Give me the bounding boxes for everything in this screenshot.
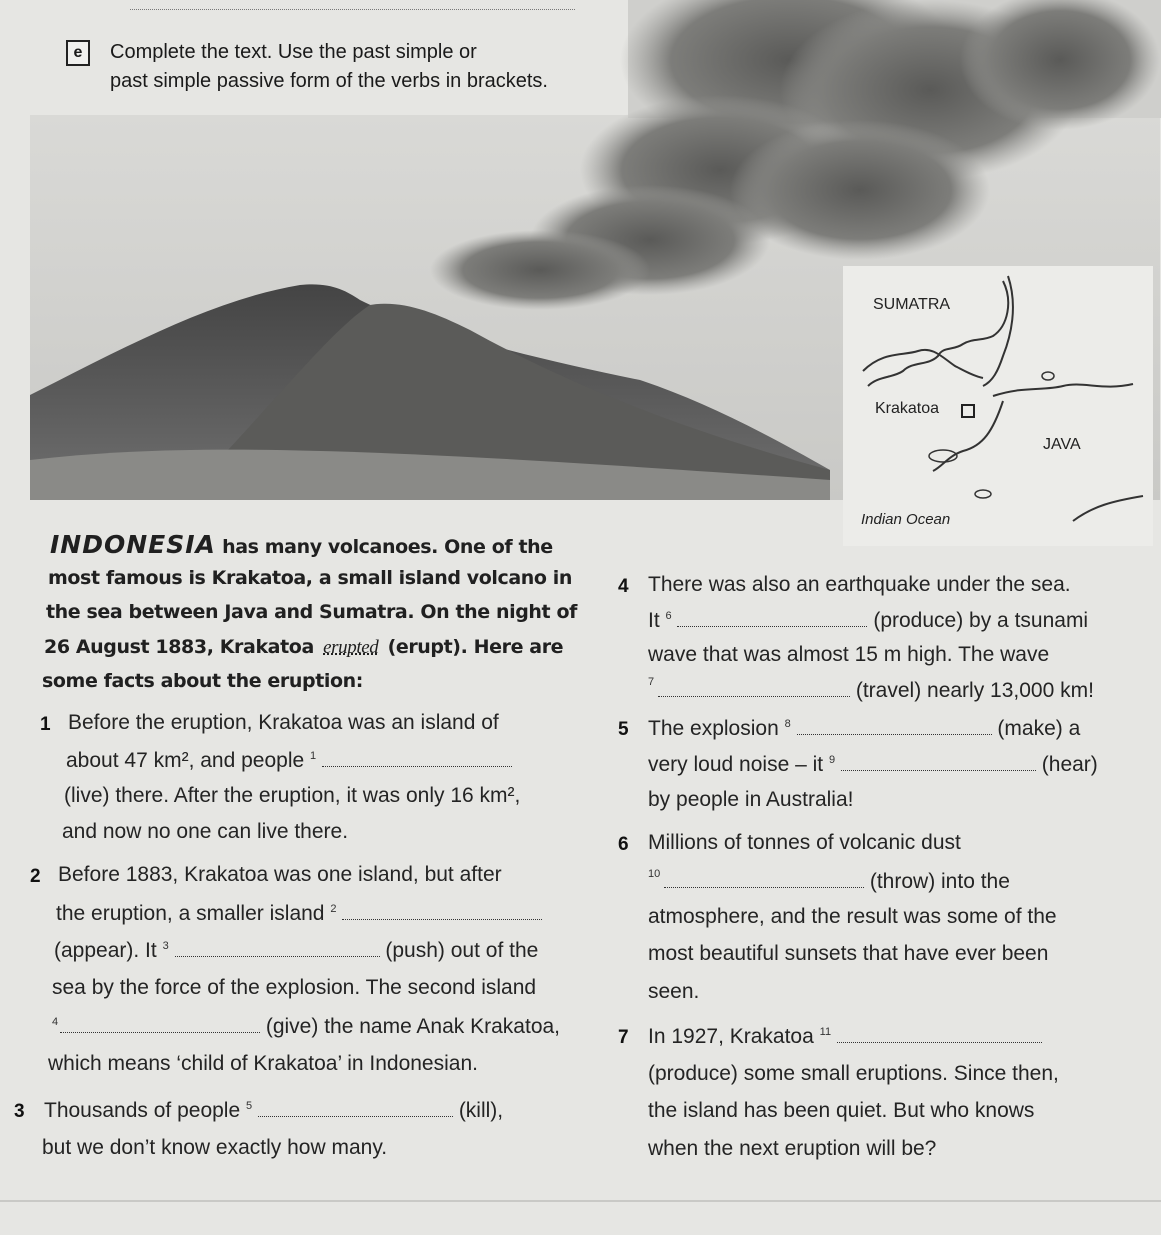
fact-6-line-1: Millions of tonnes of volcanic dust <box>648 831 961 854</box>
gap-number-4: 4 <box>52 1016 59 1028</box>
exercise-label: e <box>66 40 90 66</box>
fact-4-line-1: There was also an earthquake under the sea. <box>648 573 1071 596</box>
answer-blank-5[interactable] <box>258 1098 453 1117</box>
answer-blank-7[interactable] <box>658 678 850 697</box>
instruction-line-1: Complete the text. Use the past simple or <box>110 41 477 63</box>
intro-line-4 <box>44 636 563 659</box>
fact-2-line-4: sea by the force of the explosion. The second island <box>52 976 537 999</box>
instruction-line-2: past simple passive form of the verbs in brackets. <box>110 70 548 92</box>
example-answer: erupted <box>323 637 379 658</box>
country-heading: INDONESIA <box>50 530 216 559</box>
fact-1-line-3: (live) there. After the eruption, it was only 16 km², <box>64 784 521 807</box>
answer-blank-3[interactable] <box>175 938 380 957</box>
gap-number-8: 8 <box>784 718 791 730</box>
intro-text-1: has many volcanoes. One of the <box>222 536 553 558</box>
fact-4-text-2a: It <box>648 609 660 632</box>
fact-6-line-2 <box>664 869 1010 894</box>
fact-5-text-2a: very loud noise – it <box>648 753 824 776</box>
gap-number-7: 7 <box>648 676 655 688</box>
answer-blank-1[interactable] <box>322 748 512 767</box>
fact-1-number: 1 <box>40 714 51 735</box>
fact-1-line-2 <box>66 748 512 773</box>
fact-7-text-1: In 1927, Krakatoa <box>648 1025 814 1048</box>
fact-5-line-1 <box>648 716 1080 741</box>
answer-blank-9[interactable] <box>841 752 1036 771</box>
gap-number-5: 5 <box>246 1100 253 1112</box>
fact-7-number: 7 <box>618 1027 629 1048</box>
fact-6-number: 6 <box>618 834 629 855</box>
answer-blank-6[interactable] <box>677 608 867 627</box>
intro-text-4a: 26 August 1883, Krakatoa <box>44 636 314 658</box>
fact-3-text-1b: (kill), <box>458 1099 504 1122</box>
gap-number-1: 1 <box>310 750 317 762</box>
gap-number-3: 3 <box>162 940 169 952</box>
fact-6-text-2: (throw) into the <box>869 870 1010 893</box>
map-label-java: JAVA <box>1043 436 1081 453</box>
gap-number-6: 6 <box>665 610 672 622</box>
fact-5-line-2 <box>648 752 1098 777</box>
fact-2-text-3a: (appear). It <box>54 939 157 962</box>
fact-2-line-6: which means ‘child of Krakatoa’ in Indonesian. <box>48 1052 478 1075</box>
answer-blank-2[interactable] <box>342 901 542 920</box>
fact-2-text-5: (give) the name Anak Krakatoa, <box>265 1015 561 1038</box>
fact-2-line-2 <box>56 901 542 926</box>
fact-6-line-3: atmosphere, and the result was some of the <box>648 905 1057 928</box>
fact-5-text-2b: (hear) <box>1041 753 1098 776</box>
fact-1-line-1: Before the eruption, Krakatoa was an island of <box>68 711 499 734</box>
gap-number-11: 11 <box>819 1026 832 1038</box>
krakatoa-marker-icon <box>961 404 975 418</box>
fact-4-text-2b: (produce) by a tsunami <box>873 609 1089 632</box>
fact-4-line-3: wave that was almost 15 m high. The wave <box>648 643 1050 666</box>
fact-3-text-1a: Thousands of people <box>44 1099 241 1122</box>
fact-5-text-1a: The explosion <box>648 717 779 740</box>
page-bottom-rule <box>0 1200 1161 1202</box>
fact-7-line-3: the island has been quiet. But who knows <box>648 1099 1035 1122</box>
intro-line-3: the sea between Java and Sumatra. On the night of <box>46 601 577 623</box>
fact-4-line-2 <box>648 608 1088 633</box>
fact-2-line-1: Before 1883, Krakatoa was one island, but after <box>58 863 502 886</box>
fact-4-line-4 <box>658 678 1094 703</box>
fact-5-text-1b: (make) a <box>997 717 1081 740</box>
intro-text-4b: (erupt). Here are <box>387 636 564 658</box>
fact-6-line-5: seen. <box>648 980 700 1003</box>
instruction-text <box>110 38 630 96</box>
fact-7-line-2: (produce) some small eruptions. Since then, <box>648 1062 1059 1085</box>
fact-3-line-2: but we don’t know exactly how many. <box>42 1136 388 1159</box>
intro-line-2: most famous is Krakatoa, a small island volcano in <box>48 567 573 589</box>
fact-7-line-4: when the next eruption will be? <box>648 1137 937 1160</box>
fact-7-line-1 <box>648 1024 1042 1049</box>
gap-number-10: 10 <box>648 868 661 880</box>
fact-1-text: about 47 km², and people <box>66 749 305 772</box>
intro-line-5: some facts about the eruption: <box>42 670 363 692</box>
gap-number-9: 9 <box>828 754 836 766</box>
fact-4-number: 4 <box>618 576 629 597</box>
fact-6-line-4: most beautiful sunsets that have ever been <box>648 942 1049 965</box>
fact-5-number: 5 <box>618 719 629 740</box>
fact-3-number: 3 <box>14 1101 25 1122</box>
fact-1-line-4: and now no one can live there. <box>62 820 349 843</box>
answer-blank-10[interactable] <box>664 869 864 888</box>
map-label-krakatoa: Krakatoa <box>875 400 940 417</box>
fact-2-line-5 <box>60 1014 560 1039</box>
inset-map <box>843 266 1153 546</box>
answer-blank-4[interactable] <box>60 1014 260 1033</box>
fact-3-line-1 <box>44 1098 503 1123</box>
map-label-sumatra: SUMATRA <box>873 296 951 313</box>
fact-2-line-3 <box>54 938 538 963</box>
answer-blank-8[interactable] <box>797 716 992 735</box>
fact-4-text-4: (travel) nearly 13,000 km! <box>855 679 1094 702</box>
map-label-indian-ocean: Indian Ocean <box>861 511 951 528</box>
answer-blank-11[interactable] <box>837 1024 1042 1043</box>
fact-5-line-3: by people in Australia! <box>648 788 854 811</box>
fact-2-text-2: the eruption, a smaller island <box>56 902 325 925</box>
fact-2-number: 2 <box>30 866 41 887</box>
fact-2-text-3b: (push) out of the <box>385 939 539 962</box>
gap-number-2: 2 <box>330 903 337 915</box>
intro-line-1 <box>50 530 553 559</box>
